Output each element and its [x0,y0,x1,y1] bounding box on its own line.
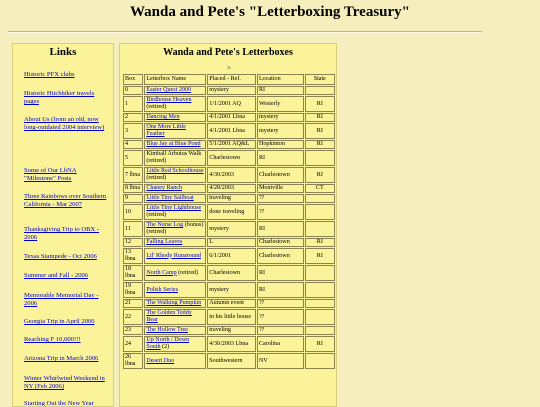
links-heading: Links [49,46,77,58]
location: RI [257,86,304,95]
state: RI [305,248,335,264]
placed-ref: 5/1/2001 AQ&L [207,140,256,149]
letterbox-note: (retired) [146,104,167,110]
placed-ref: Charlestown [207,150,256,166]
placed-ref: 4/30/2003 Lbna [207,336,256,352]
box-number: 21 [123,299,143,308]
letterbox-link[interactable]: Dancing Men [146,114,180,120]
letterbox-link[interactable]: Little Tiny Sailboat [146,195,194,201]
table-row [123,265,335,281]
table-row [123,204,335,220]
state [305,150,335,166]
placed-ref: 4/28/2003 [207,184,256,193]
link-hitchhiker-travels[interactable]: Historic Hitchhiker travels pages [24,90,95,105]
letterbox-name-cell [144,238,206,247]
placed-ref: mystery [207,221,256,237]
state [305,326,335,335]
letterbox-name-cell [144,184,206,193]
placed-ref: L [207,238,256,247]
location: ?? [257,194,304,203]
letterbox-name-cell [144,194,206,203]
col-state: State [305,74,335,85]
placed-ref: Southwestern [207,353,256,369]
letterbox-name-cell [144,96,206,112]
letterbox-note: (retired) [178,269,199,276]
link-new-year[interactable]: Starting Out the New Year [24,400,94,407]
title-divider [8,31,482,33]
state [305,86,335,95]
letterbox-name-cell [144,86,206,95]
state: RI [305,123,335,139]
letterbox-link[interactable]: Little Red Schoolhouse [146,168,204,174]
state [305,299,335,308]
box-number: 10 [123,204,143,220]
letterbox-name-cell [144,265,206,281]
letterbox-link[interactable]: North Camp [146,269,177,276]
table-header-row [123,74,335,85]
location: mystery [257,123,304,139]
letterbox-link[interactable]: One More Little Feather [146,124,186,137]
placed-ref: Charlestown [207,265,256,281]
state: RI [305,336,335,352]
letterbox-link[interactable]: Chaney Ranch [146,185,183,191]
letterbox-link[interactable]: Polish Series [146,286,178,293]
location: mystery [257,113,304,122]
location: Westerly [257,96,304,112]
state: RI [305,238,335,247]
box-number: 11 [123,221,143,237]
link-georgia-trip[interactable]: Georgia Trip in April 2006 [24,318,95,325]
state: RI [305,96,335,112]
state: CT [305,184,335,193]
table-row [123,184,335,193]
state [305,204,335,220]
state [305,265,335,281]
box-number: 3 [123,123,143,139]
letterbox-name-cell [144,299,206,308]
location: Hopkinton [257,140,304,149]
location: Charlestown [257,248,304,264]
box-number: 12 [123,238,143,247]
letterbox-name-cell [144,221,206,237]
table-row [123,150,335,166]
box-number: 2 [123,113,143,122]
link-memorial-day[interactable]: Memorable Memorial Day - 2006 [24,292,99,307]
placed-ref: 4/1/2001 Lbna [207,113,256,122]
letterbox-note: (bonus) (retired) [146,222,204,235]
letterbox-note: (retired) [146,175,167,181]
link-texas-stampede[interactable]: Texas Stampede - Oct 2006 [24,253,97,260]
letterbox-note: (2) [162,344,170,350]
state: RI [305,140,335,149]
state [305,309,335,325]
box-number: 7 lbna [123,167,143,183]
table-row [123,123,335,139]
state [305,353,335,369]
table-row [123,282,335,298]
location: Carolina [257,336,304,352]
state [305,221,335,237]
letterbox-link[interactable]: Lil' Rhody Runaround [146,252,201,259]
letterbox-name-cell [144,113,206,122]
letterbox-name-cell [144,140,206,149]
location: RI [257,221,304,237]
letterbox-name-cell [144,204,206,220]
site-title: Wanda and Pete's "Letterboxing Treasury" [130,4,410,20]
letterbox-link[interactable]: Birdhouse Heaven [146,97,192,103]
letterbox-name-cell [144,123,206,139]
table-row [123,309,335,325]
location: Charlestown [257,238,304,247]
placed-ref: traveling [207,194,256,203]
letterbox-table [122,73,336,370]
link-thanksgiving-obx[interactable]: Thanksgiving Trip to OBX - 2006 [24,226,100,241]
letterbox-link[interactable]: Easter Quest 2000 [146,87,192,93]
table-row [123,353,335,369]
table-row [123,86,335,95]
location: Charlestown [257,167,304,183]
letterbox-name-cell [144,353,206,369]
link-milestone-posts[interactable]: Some of Our LbNA "Milestone" Posts [24,167,77,182]
location: NV [257,353,304,369]
placed-ref: mystery [207,86,256,95]
link-historic-pfx[interactable]: Historic PFX clubs [24,71,75,78]
location: RI [257,282,304,298]
state: RI [305,167,335,183]
placed-ref: 1/1/2001 AQ [207,96,256,112]
link-winter-whirlwind[interactable]: Winter Whirlwind Weekend in NY (Feb 2006) [24,375,105,390]
letterbox-name-cell [144,167,206,183]
link-about-us[interactable]: About Us (from an old, now long-outdated 2004 interview) [24,116,105,131]
letterbox-link[interactable]: Up North / Down South [146,337,190,350]
placed-ref: mystery [207,282,256,298]
table-row [123,140,335,149]
location: ?? [257,326,304,335]
table-row [123,248,335,264]
location: RI [257,150,304,166]
box-number: 8 lbna [123,184,143,193]
state [305,194,335,203]
letterbox-note: Kimball Arbutus Walk (retired) [146,151,202,164]
letterbox-name-cell [144,282,206,298]
letterbox-name-cell [144,309,206,325]
letterbox-name-cell [144,336,206,352]
letterbox-link[interactable]: Blue Jay at Blue Pond [146,141,201,147]
link-arizona-trip[interactable]: Arizona Trip in March 2006 [24,355,99,362]
state [305,282,335,298]
location: ?? [257,309,304,325]
letterbox-name-cell [144,326,206,335]
table-row [123,238,335,247]
box-number: 18 lbna [123,265,143,281]
table-row [123,113,335,122]
letterbox-link[interactable]: The Nurse Log [146,222,184,228]
table-row [123,167,335,183]
placed-ref: traveling [207,326,256,335]
box-number: 13 lbna [123,248,143,264]
letterbox-link[interactable]: Desert Duo [146,357,175,364]
box-number: 24 [123,336,143,352]
link-reaching-10000[interactable]: Reaching F 10,000!!! [24,336,81,343]
placed-ref: in his little house [207,309,256,325]
col-name: Letterbox Name [144,74,206,85]
letterbox-link[interactable]: Little Tiny Lighthouse [146,205,202,211]
placed-ref: done traveling [207,204,256,220]
letterboxes-heading: Wanda and Pete's Letterboxes [163,47,293,58]
letterbox-name-cell [144,150,206,166]
box-number: 22 [123,309,143,325]
col-placed: Placed - Ref. [207,74,256,85]
box-number: 9 [123,194,143,203]
location: Montville [257,184,304,193]
link-three-rainbows[interactable]: Three Rainbows over Southern California - Mar 2007 [24,193,107,208]
letterbox-link[interactable]: The Hollow Tree [146,327,188,333]
letterboxes-panel [119,43,337,407]
table-row [123,336,335,352]
placed-ref: Autumn event [207,299,256,308]
state: RI [305,113,335,122]
arrow-marker: > [227,64,231,72]
letterbox-link[interactable]: The Golden Teddy Bear [146,310,192,323]
location: ?? [257,204,304,220]
location: RI [257,265,304,281]
box-number: 4 [123,140,143,149]
col-box: Box [123,74,143,85]
letterbox-link[interactable]: Falling Leaves [146,239,183,245]
links-sidebar [12,43,114,407]
placed-ref: 6/1/2001 [207,248,256,264]
link-summer-fall[interactable]: Summer and Fall - 2006 [24,272,89,279]
letterbox-note: (retired) [146,212,167,218]
placed-ref: 4/1/2001 Lbna [207,123,256,139]
placed-ref: 4/30/2003 [207,167,256,183]
box-number: 5 [123,150,143,166]
table-row [123,96,335,112]
table-row [123,221,335,237]
table-row [123,299,335,308]
box-number: 26 lbna [123,353,143,369]
location: ?? [257,299,304,308]
table-row [123,326,335,335]
box-number: 0 [123,86,143,95]
letterbox-name-cell [144,248,206,264]
table-row [123,194,335,203]
box-number: 23 [123,326,143,335]
box-number: 1 [123,96,143,112]
col-location: Location [257,74,304,85]
letterbox-link[interactable]: The Walking Pumpkin [146,300,202,306]
box-number: 19 lbna [123,282,143,298]
